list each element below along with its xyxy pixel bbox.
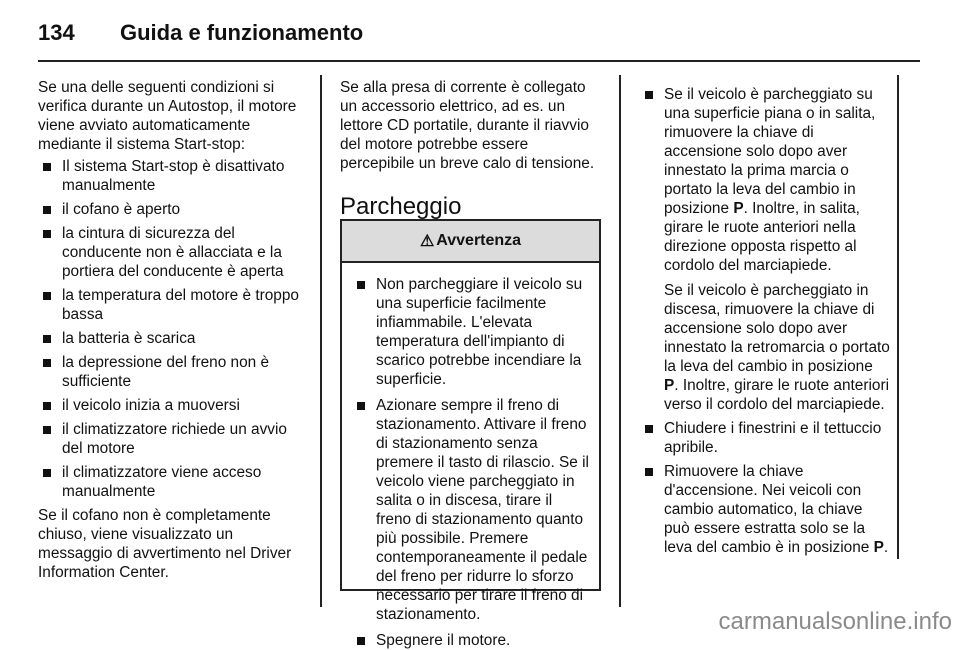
col3-bullet1-para1: Se il veicolo è parcheggiato su una superficie piana o in salita, rimuovere la chiave di accensione solo dopo aver innestato la prima marcia o portato la leva del cambio in posizione P. Inoltre, in salita, girare le ruote anteriori nella direzione opposta rispetto al cordolo del marciapiede. bbox=[664, 86, 876, 274]
column-2 bbox=[340, 78, 602, 235]
page-header bbox=[38, 20, 920, 62]
bullet-square-icon bbox=[645, 468, 653, 476]
list-item: il cofano è aperto bbox=[38, 200, 306, 219]
bullet-square-icon bbox=[645, 425, 653, 433]
warning-box bbox=[340, 219, 601, 649]
column-divider-1 bbox=[320, 75, 322, 607]
watermark: carmanualsonline.info bbox=[718, 608, 952, 635]
bullet-square-icon bbox=[43, 426, 51, 434]
bullet-square-icon bbox=[43, 292, 51, 300]
column-divider-3 bbox=[897, 75, 899, 559]
col1-intro: Se una delle seguenti condizioni si verifica durante un Autostop, il motore viene avviato automaticamente mediante il sistema Start-stop: bbox=[38, 79, 297, 153]
bullet-square-icon bbox=[43, 163, 51, 171]
warning-header bbox=[342, 221, 599, 263]
warning-bullet-list bbox=[352, 275, 591, 650]
col3-bullet-list bbox=[640, 85, 890, 557]
column-1 bbox=[38, 78, 306, 585]
warning-body bbox=[342, 263, 599, 650]
bullet-square-icon bbox=[645, 91, 653, 99]
col2-intro: Se alla presa di corrente è collegato un accessorio elettrico, ad es. un lettore CD portatile, durante il riavvio del motore potrebbe essere percepibile un breve calo di tensione. bbox=[340, 79, 595, 172]
list-item: la temperatura del motore è troppo bassa bbox=[38, 286, 306, 324]
list-item: Non parcheggiare il veicolo su una superficie facilmente infiammabile. L'elevata temperatura dell'impianto di scarico potrebbe incendiare la superficie. bbox=[352, 275, 591, 389]
list-item bbox=[640, 85, 890, 414]
list-item: il climatizzatore viene acceso manualmente bbox=[38, 463, 306, 501]
warning-triangle-icon: ⚠ bbox=[419, 233, 435, 250]
list-item: la depressione del freno non è sufficiente bbox=[38, 353, 306, 391]
list-item: Il sistema Start-stop è disattivato manualmente bbox=[38, 157, 306, 195]
col3-bullet1-para2: Se il veicolo è parcheggiato in discesa, rimuovere la chiave di accensione solo dopo aver innestato la retromarcia o portato la leva del cambio in posizione P. Inoltre, girare le ruote anteriori verso il cordolo del marciapiede. bbox=[664, 282, 890, 413]
bullet-square-icon bbox=[357, 281, 365, 289]
bullet-square-icon bbox=[43, 359, 51, 367]
bullet-square-icon bbox=[43, 335, 51, 343]
bullet-square-icon bbox=[43, 402, 51, 410]
bullet-square-icon bbox=[357, 402, 365, 410]
list-item: Rimuovere la chiave d'accensione. Nei veicoli con cambio automatico, la chiave può essere estratta solo se la leva del cambio è in posizione P. bbox=[640, 462, 890, 557]
bullet-square-icon bbox=[43, 206, 51, 214]
list-item: Chiudere i finestrini e il tettuccio apribile. bbox=[640, 419, 890, 457]
list-item: il veicolo inizia a muoversi bbox=[38, 396, 306, 415]
list-item: la cintura di sicurezza del conducente non è allacciata e la portiera del conducente è aperta bbox=[38, 224, 306, 281]
list-item: Spegnere il motore. bbox=[352, 631, 591, 650]
bullet-square-icon bbox=[357, 637, 365, 645]
list-item: il climatizzatore richiede un avvio del motore bbox=[38, 420, 306, 458]
bullet-square-icon bbox=[43, 469, 51, 477]
warning-title: Avvertenza bbox=[436, 232, 522, 249]
bullet-square-icon bbox=[43, 230, 51, 238]
page-number: 134 bbox=[38, 20, 75, 45]
column-3 bbox=[640, 85, 890, 562]
parking-heading: Parcheggio bbox=[340, 193, 462, 220]
list-item: Azionare sempre il freno di stazionamento. Attivare il freno di stazionamento senza premere il tasto di rilascio. Se il veicolo viene parcheggiato in salita o in discesa, tirare il freno di stazionamento quanto più possibile. Premere contemporaneamente il pedale del freno per ridurre lo sforzo necessario per tirare il freno di stazionamento. bbox=[352, 396, 591, 624]
list-item: la batteria è scarica bbox=[38, 329, 306, 348]
column-divider-2 bbox=[619, 75, 621, 607]
col1-outro: Se il cofano non è completamente chiuso, viene visualizzato un messaggio di avvertimento nel Driver Information Center. bbox=[38, 507, 292, 581]
col1-bullet-list bbox=[38, 157, 306, 501]
section-title: Guida e funzionamento bbox=[120, 20, 364, 45]
